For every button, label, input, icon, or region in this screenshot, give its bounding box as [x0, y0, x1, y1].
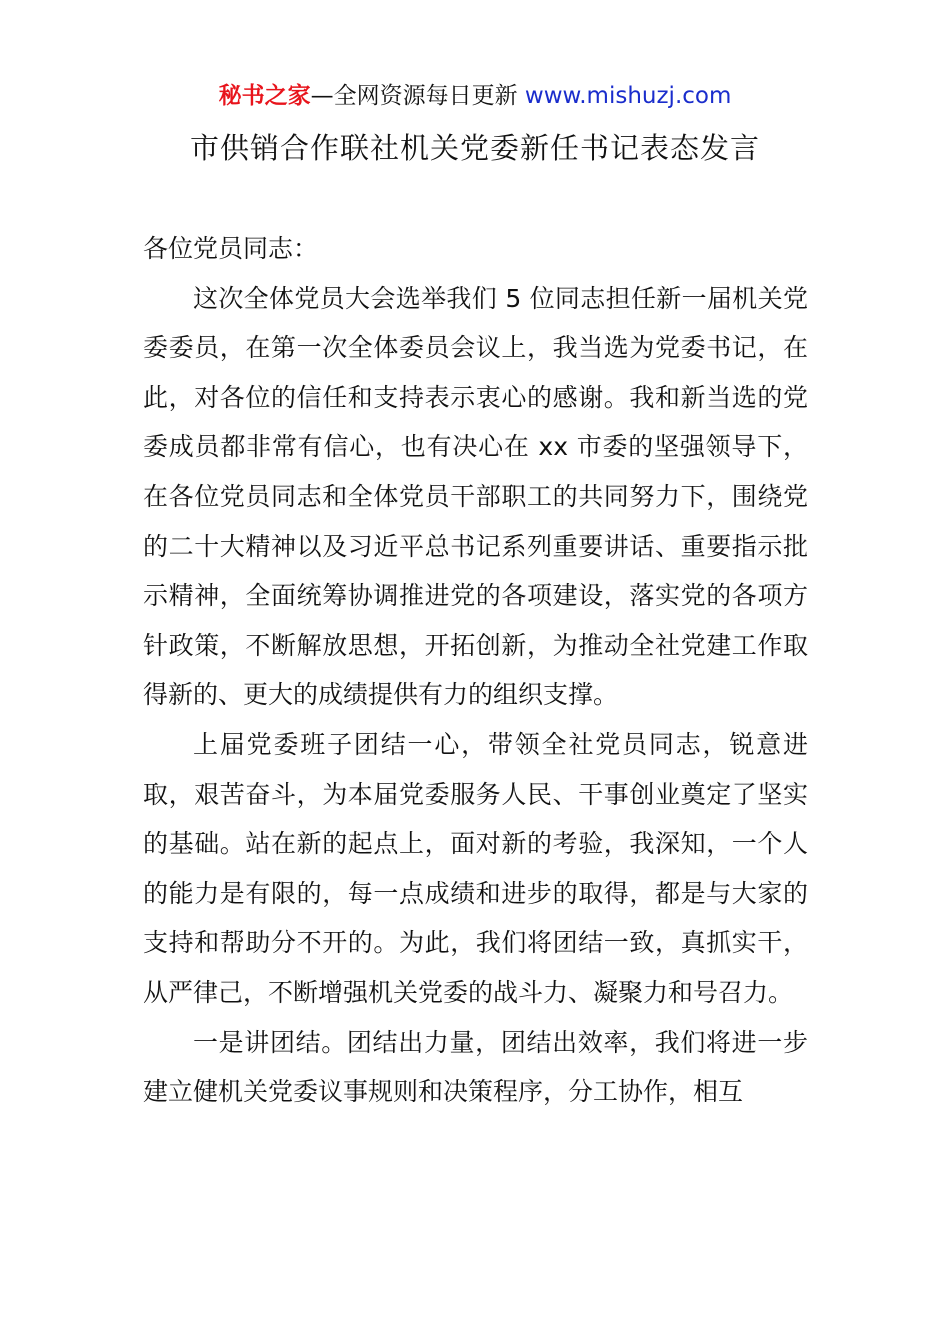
document-title: 市供销合作联社机关党委新任书记表态发言: [189, 131, 760, 165]
salutation: 各位党员同志：: [143, 234, 319, 263]
document-body: [143, 224, 808, 1117]
site-tagline: —全网资源每日更新: [310, 83, 525, 109]
paragraph-1: 这次全体党员大会选举我们 5 位同志担任新一届机关党委委员，在第一次全体委员会议上，我当选为党委书记，在此，对各位的信任和支持表示衷心的感谢。我和新当选的党委成员都非常有信心，也有决心在 xx 市委的坚强领导下，在各位党员同志和全体党员干部职工的共同努力下，围绕党的二十大精神以及习近平总书记系列重要讲话、重要指示批示精神，全面统筹协调推进党的各项建设，落实党的各项方针政策，不断解放思想，开拓创新，为推动全社党建工作取得新的、更大的成绩提供有力的组织支撑。: [143, 283, 808, 710]
brand-name: 秘书之家: [218, 83, 311, 109]
paragraph-2: 上届党委班子团结一心，带领全社党员同志，锐意进取，艰苦奋斗，为本届党委服务人民、干事创业奠定了坚实的基础。站在新的起点上，面对新的考验，我深知，一个人的能力是有限的，每一点成绩和进步的取得，都是与大家的支持和帮助分不开的。为此，我们将团结一致，真抓实干，从严律己，不断增强机关党委的战斗力、凝聚力和号召力。: [143, 729, 808, 1007]
site-url[interactable]: www.mishuzj.com: [524, 83, 732, 109]
paragraph-3: 一是讲团结。团结出力量，团结出效率，我们将进一步建立健机关党委议事规则和决策程序，分工协作，相互: [143, 1027, 808, 1107]
site-header: [0, 80, 950, 112]
